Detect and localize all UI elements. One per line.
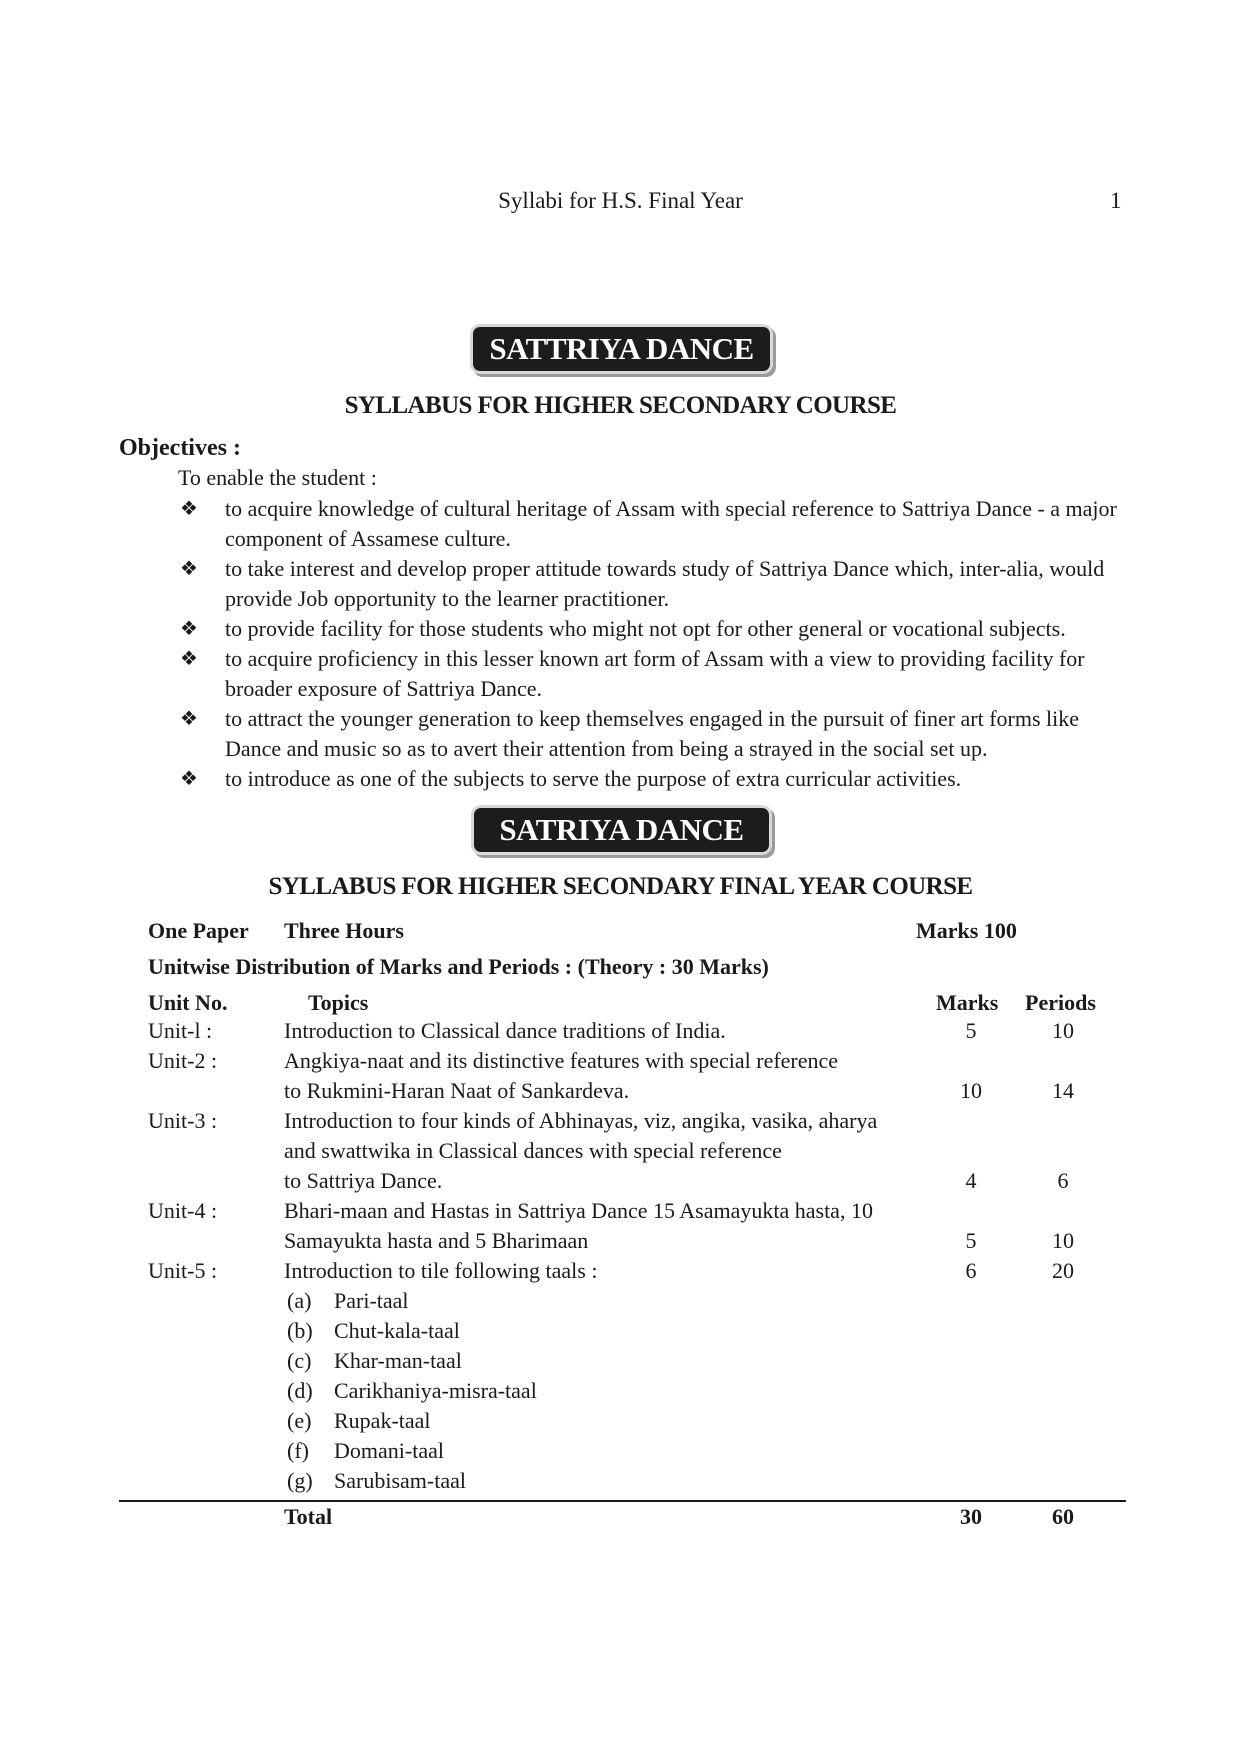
taal-label: (g) <box>287 1468 313 1493</box>
unit-periods: 20 <box>1052 1258 1074 1283</box>
unit-periods: 10 <box>1052 1018 1074 1043</box>
total-periods-value: 60 <box>1052 1504 1074 1529</box>
objectives-intro: To enable the student : <box>178 465 377 490</box>
objective-item <box>0 614 1241 644</box>
objectives-heading: Objectives : <box>119 435 241 461</box>
page-number: 1 <box>1110 188 1122 213</box>
taal-name: Pari-taal <box>334 1288 409 1313</box>
objective-item <box>0 644 1241 704</box>
running-title: Syllabi for H.S. Final Year <box>498 188 743 213</box>
unit-topic-line: Introduction to tile following taals : <box>284 1258 598 1283</box>
col-unit-no: Unit No. <box>148 990 228 1015</box>
unit-marks: 5 <box>965 1228 977 1253</box>
taal-name: Sarubisam-taal <box>334 1468 466 1493</box>
final-year-subtitle: SYLLABUS FOR HIGHER SECONDARY FINAL YEAR COURSE <box>268 873 973 900</box>
unit-topic-line: Samayukta hasta and 5 Bharimaan <box>284 1228 589 1253</box>
taal-label: (e) <box>287 1408 312 1433</box>
objective-text: to acquire knowledge of cultural heritage of Assam with special reference to Sattriya Dance - a major component of Assamese culture. <box>225 496 1117 551</box>
diamond-bullet-icon: ❖ <box>180 648 198 670</box>
objective-item <box>0 704 1241 764</box>
section-banner-satriya-dance: SATRIYA DANCE <box>474 808 769 852</box>
unit-periods: 14 <box>1052 1078 1074 1103</box>
unit-marks: 5 <box>965 1018 977 1043</box>
unit-label: Unit-3 : <box>148 1108 218 1133</box>
taal-label: (c) <box>287 1348 312 1373</box>
unit-marks: 4 <box>965 1168 977 1193</box>
unit-label: Unit-4 : <box>148 1198 218 1223</box>
diamond-bullet-icon: ❖ <box>180 768 198 790</box>
taal-name: Chut-kala-taal <box>334 1318 460 1343</box>
diamond-bullet-icon: ❖ <box>180 498 198 520</box>
objective-text: to attract the younger generation to keep themselves engaged in the pursuit of finer art forms like Dance and music so as to avert their attention from being a strayed in the social set up. <box>225 706 1080 761</box>
unit-label: Unit-5 : <box>148 1258 218 1283</box>
col-periods: Periods <box>1025 990 1096 1015</box>
diamond-bullet-icon: ❖ <box>180 558 198 580</box>
unit-marks: 6 <box>965 1258 977 1283</box>
taal-name: Domani-taal <box>334 1438 444 1463</box>
unit-topic-line: Introduction to Classical dance traditions of India. <box>284 1018 726 1043</box>
diamond-bullet-icon: ❖ <box>180 618 198 640</box>
objective-text: to acquire proficiency in this lesser known art form of Assam with a view to providing facility for broader exposure of Sattriya Dance. <box>225 646 1085 701</box>
unit-label: Unit-2 : <box>148 1048 218 1073</box>
objective-text: to introduce as one of the subjects to serve the purpose of extra curricular activities. <box>225 766 962 791</box>
unit-topic-line: and swattwika in Classical dances with special reference <box>284 1138 782 1163</box>
total-marks: Marks 100 <box>916 918 1017 943</box>
objective-text: to take interest and develop proper attitude towards study of Sattriya Dance which, inter-alia, would provide Job opportunity to the learner practitioner. <box>225 556 1105 611</box>
col-marks: Marks <box>936 990 999 1015</box>
paper-count: One Paper <box>148 918 249 943</box>
unit-topic-line: to Rukmini-Haran Naat of Sankardeva. <box>284 1078 630 1103</box>
unit-topic-line: to Sattriya Dance. <box>284 1168 443 1193</box>
unit-label: Unit-l : <box>148 1018 213 1043</box>
objective-item <box>0 554 1241 614</box>
unit-periods: 6 <box>1057 1168 1069 1193</box>
section-subtitle: SYLLABUS FOR HIGHER SECONDARY COURSE <box>344 392 897 419</box>
taal-name: Carikhaniya-misra-taal <box>334 1378 537 1403</box>
objective-text: to provide facility for those students who might not opt for other general or vocational subjects. <box>225 616 1066 641</box>
diamond-bullet-icon: ❖ <box>180 708 198 730</box>
unit-topic-line: Angkiya-naat and its distinctive features with special reference <box>284 1048 839 1073</box>
taal-label: (d) <box>287 1378 313 1403</box>
unit-periods: 10 <box>1052 1228 1074 1253</box>
total-label: Total <box>284 1504 333 1529</box>
distribution-heading: Unitwise Distribution of Marks and Periods : (Theory : 30 Marks) <box>148 954 769 979</box>
taal-label: (f) <box>287 1438 309 1463</box>
taal-name: Rupak-taal <box>334 1408 431 1433</box>
taal-label: (a) <box>287 1288 312 1313</box>
taal-label: (b) <box>287 1318 313 1343</box>
objectives-list <box>0 494 1241 794</box>
objective-item <box>0 494 1241 554</box>
unit-topic-line: Introduction to four kinds of Abhinayas, viz, angika, vasika, aharya <box>284 1108 878 1133</box>
objective-item <box>0 764 1241 794</box>
col-topics: Topics <box>308 990 369 1015</box>
exam-duration: Three Hours <box>284 918 404 943</box>
section-banner-sattriya-dance: SATTRIYA DANCE <box>473 327 770 371</box>
taal-name: Khar-man-taal <box>334 1348 462 1373</box>
total-marks-value: 30 <box>960 1504 982 1529</box>
unit-marks: 10 <box>960 1078 982 1103</box>
unit-topic-line: Bhari-maan and Hastas in Sattriya Dance 15 Asamayukta hasta, 10 <box>284 1198 873 1223</box>
